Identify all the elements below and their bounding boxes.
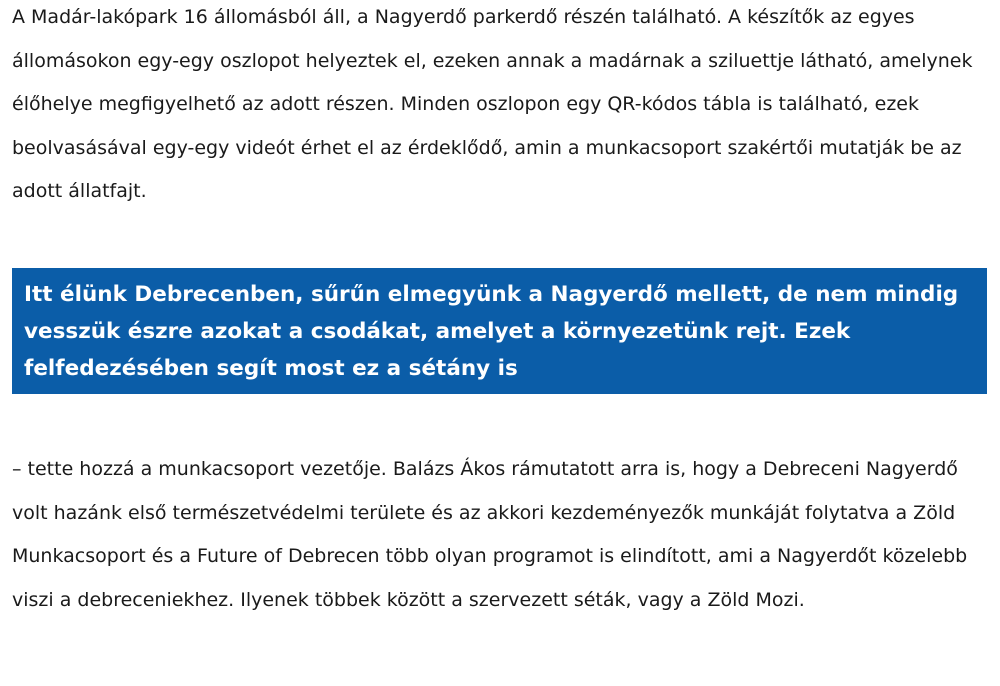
follow-paragraph: – tette hozzá a munkacsoport vezetője. Balázs Ákos rámutatott arra is, hogy a Debreceni Nagyerdő volt hazánk első természetvédelmi területe és az akkori kezdeményezők munkáját folytatva a Zöld Munkacsoport és a Future of Debrecen több olyan programot is elindított, ami a Nagyerdőt közelebb viszi a debreceniekhez. Ilyenek többek között a szervezett séták, vagy a Zöld Mozi. [12,458,968,611]
pull-quote-text: Itt élünk Debrecenben, sűrűn elmegyünk a Nagyerdő mellett, de nem mindig vesszük észre azokat a csodákat, amelyet a környezetünk rejt. Ezek felfedezésében segít most ez a sétány is [24,282,959,381]
intro-paragraph: A Madár-lakópark 16 állomásból áll, a Nagyerdő parkerdő részén található. A készítők az egyes állomásokon egy-egy oszlopot helyeztek el, ezeken annak a madárnak a sziluettje látható, amelynek élőhelye megfigyelhető az adott részen. Minden oszlopon egy QR-kódos tábla is található, ezek beolvasásával egy-egy videót érhet el az érdeklődő, amin a munkacsoport szakértői mutatják be az adott állatfajt. [12,6,973,202]
pull-quote-box [12,268,987,394]
